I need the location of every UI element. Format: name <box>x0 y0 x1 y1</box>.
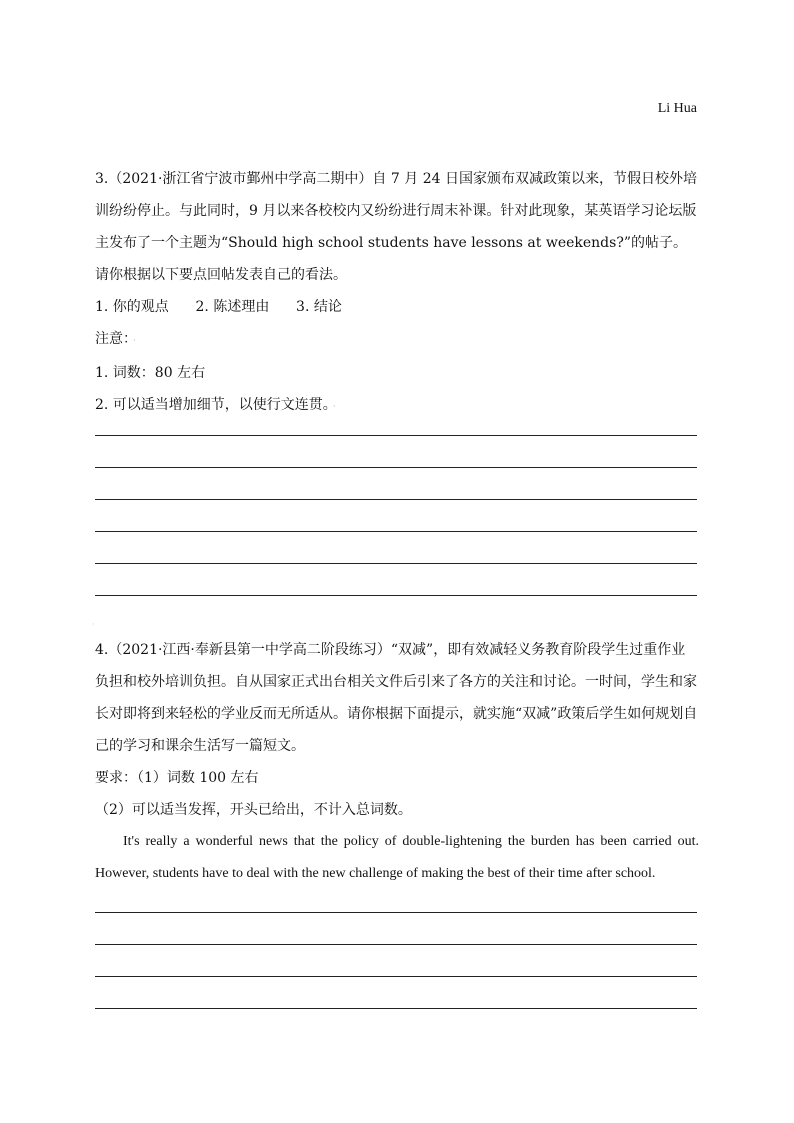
note-2-text: 2. 可以适当增加细节，以使行文连贯。 <box>95 397 330 413</box>
note-title <box>95 323 699 357</box>
question-3-points <box>95 291 699 323</box>
note-1: 1. 词数：80 左右 <box>95 365 206 381</box>
paragraph-mark: · <box>332 402 336 412</box>
answer-line <box>95 563 697 564</box>
point-3: 3. 结论 <box>296 299 342 315</box>
answer-line <box>95 912 697 913</box>
answer-line <box>95 595 697 596</box>
answer-line <box>95 1008 697 1009</box>
question-3 <box>95 163 699 423</box>
answer-line <box>95 531 697 532</box>
answer-line <box>95 499 697 500</box>
point-1: 1. 你的观点 <box>95 299 169 315</box>
answer-line <box>95 976 697 977</box>
essay-opening-line-1: It's really a wonderful news that the policy of double-lightening the burden has been carried out. <box>123 834 699 849</box>
requirement-2: （2）可以适当发挥，开头已给出，不计入总词数。 <box>95 802 412 818</box>
question-3-prompt: 3.（2021·浙江省宁波市鄞州中学高二期中）自 7 月 24 日国家颁布双减政策以来，节假日校外培训纷纷停止。与此同时，9 月以来各校校内又纷纷进行周末补课。针对此现象，某英语学习论坛版主发布了一个主题为“Should high school students have lessons at weekends?”的帖子。请你根据以下要点回帖发表自己的看法。 <box>95 171 697 283</box>
question-4 <box>95 634 699 826</box>
signature: Li Hua <box>657 101 697 116</box>
answer-line <box>95 944 697 945</box>
point-2: 2. 陈述理由 <box>195 299 270 315</box>
note-title-text: 注意： <box>95 331 130 347</box>
answer-line <box>95 467 697 468</box>
answer-line <box>95 435 697 436</box>
paragraph-mark: · <box>133 336 136 346</box>
essay-opening <box>95 826 699 890</box>
question-4-prompt: 4.（2021·江西·奉新县第一中学高二阶段练习）“双减”，即有效减轻义务教育阶段学生过重作业负担和校外培训负担。自从国家正式出台相关文件后引来了各方的关注和讨论。一时间，学生和家长对即将到来轻松的学业反而无所适从。请你根据下面提示，就实施“双减”政策后学生如何规划自己的学习和课余生活写一篇短文。 <box>95 642 698 754</box>
paragraph-mark: · <box>92 620 95 629</box>
essay-opening-line-2: However, students have to deal with the new challenge of making the best of their time after school. <box>95 866 656 881</box>
note-2 <box>95 389 699 423</box>
requirement-1: 要求：（1）词数 100 左右 <box>95 770 259 786</box>
